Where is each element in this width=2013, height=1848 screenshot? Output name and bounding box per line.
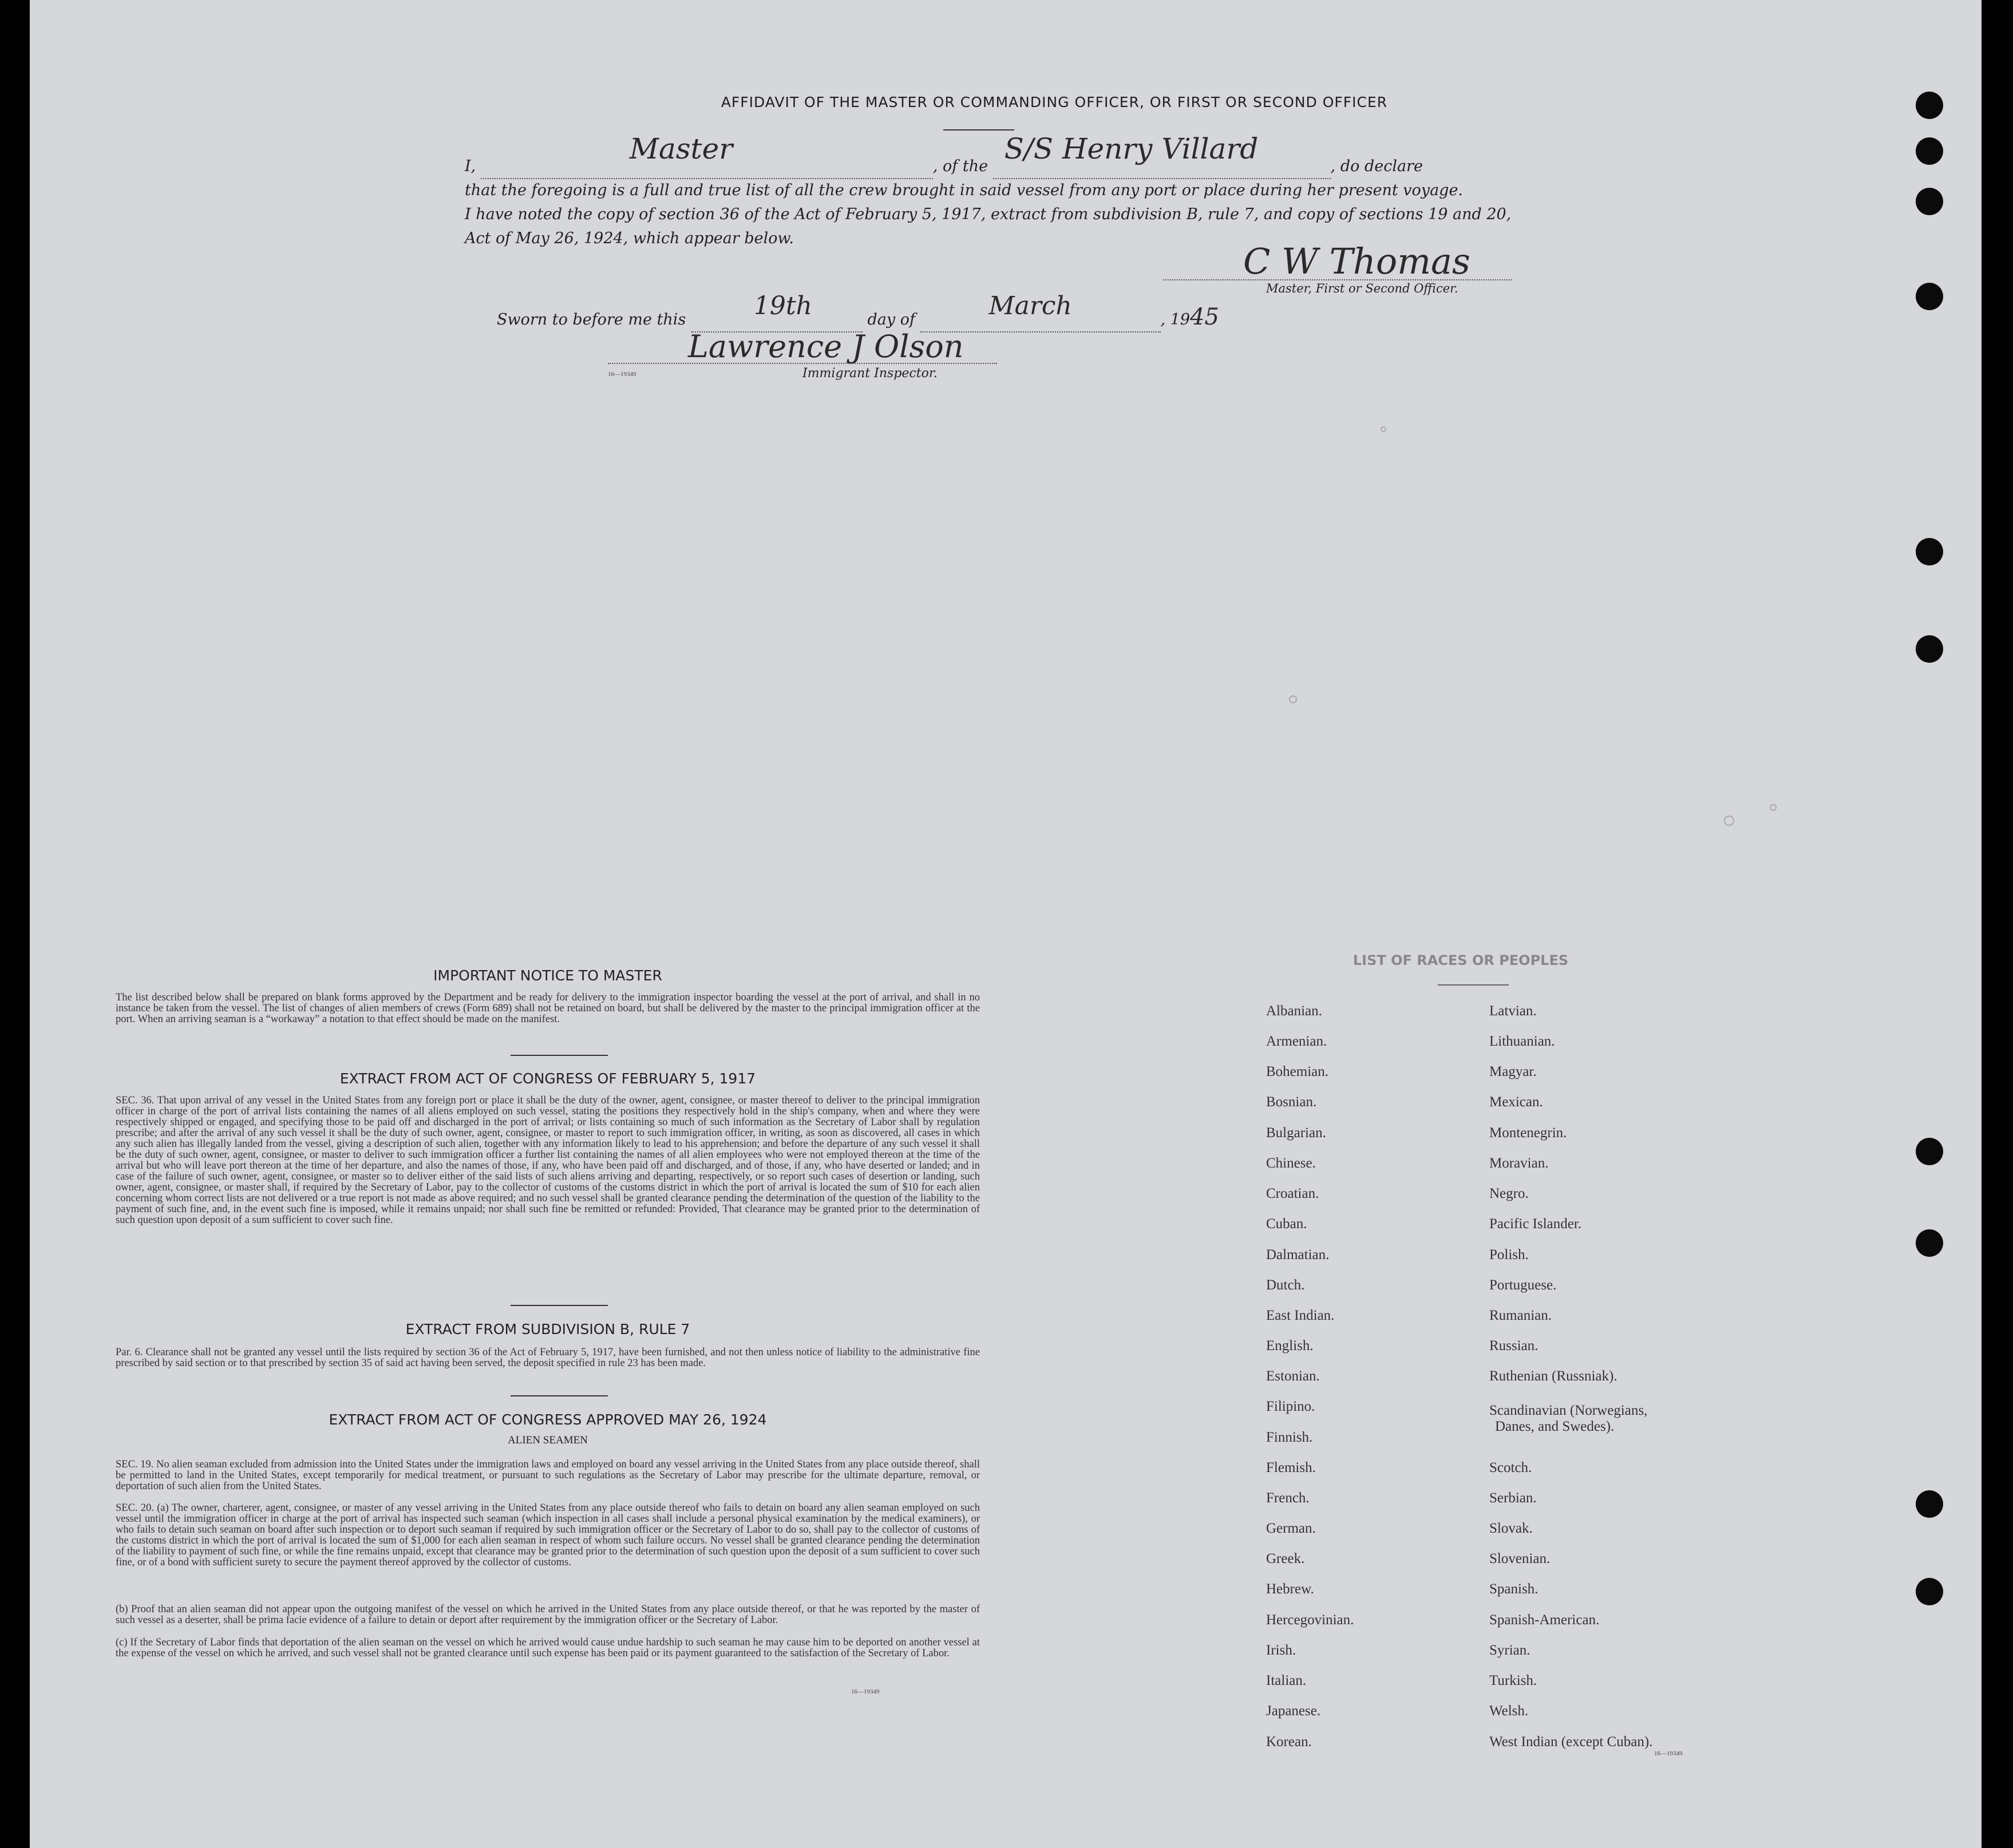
master-label: Master, First or Second Officer. [1266,282,1458,295]
master-name-handwritten: Master [629,132,733,165]
form-number: 16—19349 [1654,1750,1683,1757]
race-item: Croatian. [1266,1186,1319,1201]
race-item: Estonian. [1266,1368,1320,1384]
affidavit-line-3: I have noted the copy of section 36 of the Act of February 5, 1917, extract from subdivision B, rule 7, and copy of sections 19 and 20, [465,205,1512,223]
extract-rule7-title: EXTRACT FROM SUBDIVISION B, RULE 7 [405,1321,690,1337]
affidavit-line-1 [465,132,1587,179]
race-item: Scandinavian (Norwegians, [1489,1403,1648,1418]
race-item: Albanian. [1266,1003,1322,1019]
of-the-text: , of the [932,157,988,175]
race-item: Spanish. [1489,1581,1539,1597]
affidavit-line-2: that the foregoing is a full and true list of all the crew brought in said vessel from any port or place during her present voyage. [465,181,1464,199]
sworn-year-handwritten: 45 [1190,304,1219,330]
punch-hole [1916,635,1943,663]
punch-hole [1916,538,1943,565]
race-item: Spanish-American. [1489,1612,1600,1628]
race-item: Portuguese. [1489,1277,1557,1293]
race-item: English. [1266,1338,1314,1354]
race-item: Armenian. [1266,1034,1327,1049]
master-signature: C W Thomas [1243,240,1470,282]
punch-hole [1916,283,1943,310]
do-declare-text: , do declare [1330,157,1423,175]
race-item: Filipino. [1266,1399,1315,1414]
extract-1924-title: EXTRACT FROM ACT OF CONGRESS APPROVED MAY 26, 1924 [329,1411,767,1428]
paper-mark [1770,804,1777,811]
divider [943,129,1014,130]
race-item: Serbian. [1489,1490,1537,1506]
form-number: 16—19349 [851,1688,880,1695]
sworn-day-of: day of [867,311,915,329]
race-item: Slovenian. [1489,1551,1551,1566]
extract-1924-subtitle: ALIEN SEAMEN [508,1434,588,1446]
race-item: Greek. [1266,1551,1305,1566]
document-page [30,0,1982,1848]
race-item: Russian. [1489,1338,1539,1354]
divider [1438,984,1509,986]
punch-hole [1916,1229,1943,1257]
race-item: Dutch. [1266,1277,1305,1293]
affidavit-i: I, [465,157,476,175]
sworn-prefix: Sworn to before me this [497,311,686,329]
race-item: Hebrew. [1266,1581,1314,1597]
vessel-name-handwritten: S/S Henry Villard [1004,132,1259,165]
master-name-field [481,132,933,179]
paper-mark [1724,816,1734,826]
master-signature-line [1163,279,1512,280]
sworn-day-handwritten: 19th [753,291,812,320]
paper-mark [1289,695,1297,703]
extract-1924-sec20b: (b) Proof that an alien seaman did not appear upon the outgoing manifest of the vessel on which he arrived in the United States from any place outside thereof, or that he was reported by the master of such vessel as a deserter, shall be prima facie evidence of a failure to detain or deport after requirement by the immigration officer or the Secretary of Labor. [116,1604,980,1626]
form-number: 16—19349 [608,371,636,378]
extract-1917-text: SEC. 36. That upon arrival of any vessel in the United States from any foreign port or place it shall be the duty of the owner, agent, consignee, or master thereof to deliver to the principal immigration officer in charge of the port of arrival lists containing the names of all aliens employed on such vessel, stating the positions they respectively hold in the ship's company, when and where they were respectively shipped or engaged, and specifying those to be paid off and discharged in the port of arrival; or lists containing so much of such information as the Secretary of Labor shall by regulation prescribe; and after the arrival of any such vessel it shall be the duty of such owner, agent, consignee, or master to report to such immigration officer, in writing, as soon as discovered, all cases in which any such alien has illegally landed from the vessel, giving a description of such alien, together with any information likely to lead to his apprehension; and before the departure of any such vessel it shall be the duty of such owner, agent, consignee, or master to deliver to such immigration officer a further list containing the names of all alien employees who were not employed thereon at the time of the arrival but who will leave port thereon at the time of her departure, and also the names of those, if any, who have been paid off and discharged, and of those, if any, who have deserted or landed; and in case of the failure of such owner, agent, consignee, or master so to deliver either of the said lists of such aliens arriving and departing, respectively, or so report such cases of desertion or landing, such owner, agent, consignee, or master shall, if required by the Secretary of Labor, pay to the collector of customs of the customs district in which the port of arrival is located the sum of $10 for each alien concerning whom correct lists are not delivered or a true report is not made as above required; and no such vessel shall be granted clearance pending the determination of the question of the liability to the payment of such fine, and, in the event such fine is imposed, while it remains unpaid; nor shall such fine be remitted or refunded: Provided, That clearance may be granted prior to the determination of such question upon deposit of a sum sufficient to cover such fine. [116,1095,980,1226]
race-item: Turkish. [1489,1673,1537,1688]
race-item: East Indian. [1266,1308,1335,1323]
punch-hole [1916,1578,1943,1605]
race-item: Rumanian. [1489,1308,1552,1323]
race-item: Ruthenian (Russniak). [1489,1368,1617,1384]
race-item: Flemish. [1266,1460,1316,1475]
punch-hole [1916,188,1943,215]
race-item: Italian. [1266,1673,1307,1688]
race-item: Magyar. [1489,1064,1537,1079]
race-item: Syrian. [1489,1643,1530,1658]
sworn-year-prefix: , 19 [1160,311,1191,329]
race-item: Negro. [1489,1186,1529,1201]
extract-1917-title: EXTRACT FROM ACT OF CONGRESS OF FEBRUARY 5, 1917 [339,1070,756,1087]
race-item: Dalmatian. [1266,1247,1330,1263]
race-item: Latvian. [1489,1003,1537,1019]
race-item: Danes, and Swedes). [1495,1419,1615,1434]
extract-1924-sec19: SEC. 19. No alien seaman excluded from admission into the United States under the immigration laws and employed on board any vessel arriving in the United States from any place outside thereof, shall be permitted to land in the United States, except temporarily for medical treatment, or pursuant to such regulations as the Secretary of Labor may prescribe for the ultimate departure, removal, or deportation of such alien from the United States. [116,1459,980,1492]
affidavit-line-4: Act of May 26, 1924, which appear below. [465,229,794,247]
race-item: Montenegrin. [1489,1125,1567,1141]
race-item: Korean. [1266,1734,1312,1750]
race-item: Irish. [1266,1643,1296,1658]
races-title: LIST OF RACES OR PEOPLES [1352,952,1569,968]
extract-1924-sec20a: SEC. 20. (a) The owner, charterer, agent, consignee, or master of any vessel arriving in the United States from any place outside thereof who fails to detain on board any alien seaman employed on such vessel until the immigration officer in charge at the port of arrival has inspected such seaman (which inspection in all cases shall include a personal physical examination by the medical examiners), or who fails to detain such seaman on board after such inspection or to deport such seaman if required by such immigration officer or the Secretary of Labor to do so, shall pay to the collector of customs of the customs district in which the port of arrival is located the sum of $1,000 for each alien seaman in respect of whom such failure occurs. No vessel shall be granted clearance pending the determination of the liability to payment of such fine, or while the fine remains unpaid, except that clearance may be granted prior to the determination of such question upon the deposit of a sum sufficient to cover such fine, or of a bond with sufficient surety to secure the payment thereof approved by the collector of customs. [116,1502,980,1568]
sworn-month-handwritten: March [988,291,1072,320]
punch-hole [1916,137,1943,165]
punch-hole [1916,92,1943,119]
race-item: Bosnian. [1266,1094,1317,1110]
race-item: West Indian (except Cuban). [1489,1734,1653,1750]
race-item: Bohemian. [1266,1064,1329,1079]
divider [511,1305,608,1306]
extract-rule7-text: Par. 6. Clearance shall not be granted any vessel until the lists required by section 36 of the Act of February 5, 1917, have been furnished, and not then unless notice of liability to the administrative fine prescribed by said section or to that prescribed by section 35 of said act having been served, the deposit specified in rule 23 has been made. [116,1347,980,1369]
race-item: Scotch. [1489,1460,1532,1475]
race-item: Lithuanian. [1489,1034,1555,1049]
race-item: Welsh. [1489,1703,1529,1719]
race-item: Mexican. [1489,1094,1543,1110]
race-item: Polish. [1489,1247,1529,1263]
race-item: Chinese. [1266,1156,1316,1171]
race-item: Finnish. [1266,1430,1313,1445]
paper-mark [1381,426,1386,432]
extract-1924-sec20c: (c) If the Secretary of Labor finds that deportation of the alien seaman on the vessel on which he arrived would cause undue hardship to such seaman he may cause him to be deported on another vessel at the expense of the vessel on which he arrived, and such vessel shall not be granted clearance until such expense has been paid or its payment guaranteed to the satisfaction of the Secretary of Labor. [116,1637,980,1659]
race-item: Japanese. [1266,1703,1321,1719]
race-item: Cuban. [1266,1216,1307,1232]
vessel-name-field [993,132,1331,179]
race-item: German. [1266,1521,1316,1536]
divider [511,1395,608,1396]
inspector-signature-line [608,363,997,364]
race-item: Pacific Islander. [1489,1216,1582,1232]
punch-hole [1916,1490,1943,1518]
race-item: Bulgarian. [1266,1125,1326,1141]
punch-hole [1916,1138,1943,1165]
notice-text: The list described below shall be prepared on blank forms approved by the Department and be ready for delivery to the immigration inspector boarding the vessel at the port of arrival, and shall in no instance be taken from the vessel. The list of changes of alien members of crews (Form 689) shall not be retained on board, but shall be delivered by the master to the principal immigration officer at the port. When an arriving seaman is a “workaway” a notation to that effect should be made on the manifest. [116,992,980,1025]
notice-title: IMPORTANT NOTICE TO MASTER [433,967,662,984]
inspector-signature: Lawrence J Olson [688,329,964,365]
race-item: Hercegovinian. [1266,1612,1354,1628]
inspector-label: Immigrant Inspector. [802,366,938,381]
affidavit-title: AFFIDAVIT OF THE MASTER OR COMMANDING OFFICER, OR FIRST OR SECOND OFFICER [721,94,1388,110]
race-item: French. [1266,1490,1310,1506]
divider [511,1055,608,1056]
race-item: Slovak. [1489,1521,1533,1536]
race-item: Moravian. [1489,1156,1549,1171]
